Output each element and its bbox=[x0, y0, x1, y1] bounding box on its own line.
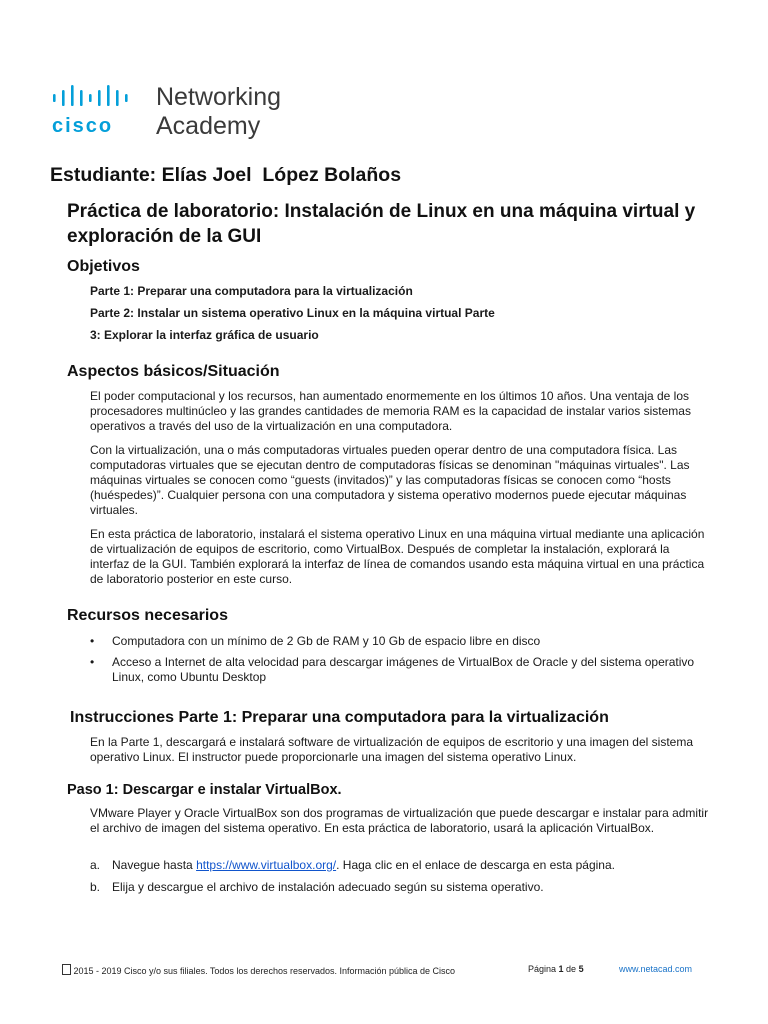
page-total: 5 bbox=[578, 964, 584, 974]
bullet-icon: • bbox=[90, 655, 95, 669]
step-a bbox=[90, 858, 710, 873]
recursos-list bbox=[90, 634, 710, 691]
copyright-text: 2015 - 2019 Cisco y/o sus filiales. Todos los derechos reservados. Información pública de Cisco bbox=[71, 966, 456, 976]
objetivo-item: Parte 2: Instalar un sistema operativo Linux en la máquina virtual Parte bbox=[90, 306, 495, 320]
list-item bbox=[90, 655, 710, 685]
list-item bbox=[90, 634, 710, 649]
logo-networking: Networking bbox=[156, 83, 282, 111]
virtualbox-link[interactable]: https://www.virtualbox.org/ bbox=[196, 858, 337, 872]
page-of: de bbox=[563, 964, 579, 974]
student-name: Estudiante: Elías Joel López Bolaños bbox=[50, 164, 402, 186]
page-indicator bbox=[528, 964, 584, 974]
list-item-text: Acceso a Internet de alta velocidad para descargar imágenes de VirtualBox de Oracle y del sistema operativo Linux, como Ubuntu Desktop bbox=[112, 655, 695, 684]
step-b bbox=[90, 880, 710, 895]
objetivos-list bbox=[90, 284, 495, 350]
step-letter: a. bbox=[90, 858, 101, 872]
instrucciones-paragraph: En la Parte 1, descargará e instalará software de virtualización de equipos de escritorio y una imagen del sistema operativo Linux. El instructor puede proporcionarle una imagen del sistema operativo Linux. bbox=[90, 735, 693, 764]
step-text-after: . Haga clic en el enlace de descarga en esta página. bbox=[336, 858, 615, 872]
aspectos-heading: Aspectos básicos/Situación bbox=[67, 363, 280, 380]
objetivos-heading: Objetivos bbox=[67, 258, 140, 275]
bullet-icon: • bbox=[90, 634, 95, 648]
objetivo-item: 3: Explorar la interfaz gráfica de usuario bbox=[90, 328, 319, 342]
logo-academy: Academy bbox=[156, 112, 261, 140]
paso1-paragraph: VMware Player y Oracle VirtualBox son dos programas de virtualización que puede descargar e instalar para admitir el archivo de imagen del sistema operativo. En esta práctica de laboratorio, usará la aplicación VirtualBox. bbox=[90, 806, 709, 835]
document-title: Práctica de laboratorio: Instalación de Linux en una máquina virtual y exploración de la GUI bbox=[67, 201, 696, 247]
cisco-networking-academy-logo bbox=[52, 82, 312, 140]
netacad-link[interactable]: www.netacad.com bbox=[619, 964, 693, 974]
paso1-steps bbox=[90, 858, 710, 902]
footer-copyright bbox=[62, 964, 455, 976]
recursos-heading: Recursos necesarios bbox=[67, 607, 228, 624]
step-letter: b. bbox=[90, 880, 101, 894]
list-item-text: Computadora con un mínimo de 2 Gb de RAM y 10 Gb de espacio libre en disco bbox=[112, 634, 541, 648]
step-text-before: Navegue hasta bbox=[112, 858, 197, 872]
copyright-icon bbox=[62, 964, 71, 975]
aspectos-paragraph: En esta práctica de laboratorio, instalará el sistema operativo Linux en una máquina virtual mediante una aplicación de virtualización de equipos de escritorio, como VirtualBox. Después de completar la instalación, explorará la interfaz de la GUI. También explorará la interfaz de línea de comandos usando esta máquina virtual en una práctica de laboratorio posterior en este curso. bbox=[90, 527, 705, 586]
step-text: Elija y descargue el archivo de instalación adecuado según su sistema operativo. bbox=[112, 880, 544, 894]
page-label: Página bbox=[528, 964, 559, 974]
page-number: 1 bbox=[558, 964, 564, 974]
aspectos-paragraph: El poder computacional y los recursos, han aumentado enormemente en los últimos 10 años. Una ventaja de los procesadores multinúcleo y las grandes cantidades de memoria RAM es la capacidad de instalar varios sistemas operativos a través del uso de la virtualización en una computadora. bbox=[90, 389, 691, 433]
objetivo-item: Parte 1: Preparar una computadora para la virtualización bbox=[90, 284, 413, 298]
aspectos-paragraph: Con la virtualización, una o más computadoras virtuales pueden operar dentro de una computadora física. Las computadoras virtuales que se ejecutan dentro de computadoras físicas se denominan "máquinas virtuales". Las máquinas virtuales se conocen como “guests (invitados)” y las computadoras físicas se conocen como “hosts (huéspedes)”. Cualquier persona con una computadora y sistema operativo modernos puede ejecutar máquinas virtuales. bbox=[90, 443, 690, 517]
paso1-heading: Paso 1: Descargar e instalar VirtualBox. bbox=[67, 782, 342, 798]
cisco-bars-icon bbox=[53, 85, 128, 106]
cisco-wordmark: cisco bbox=[52, 115, 114, 137]
instrucciones-heading: Instrucciones Parte 1: Preparar una computadora para la virtualización bbox=[70, 709, 609, 726]
step-text bbox=[112, 858, 615, 873]
